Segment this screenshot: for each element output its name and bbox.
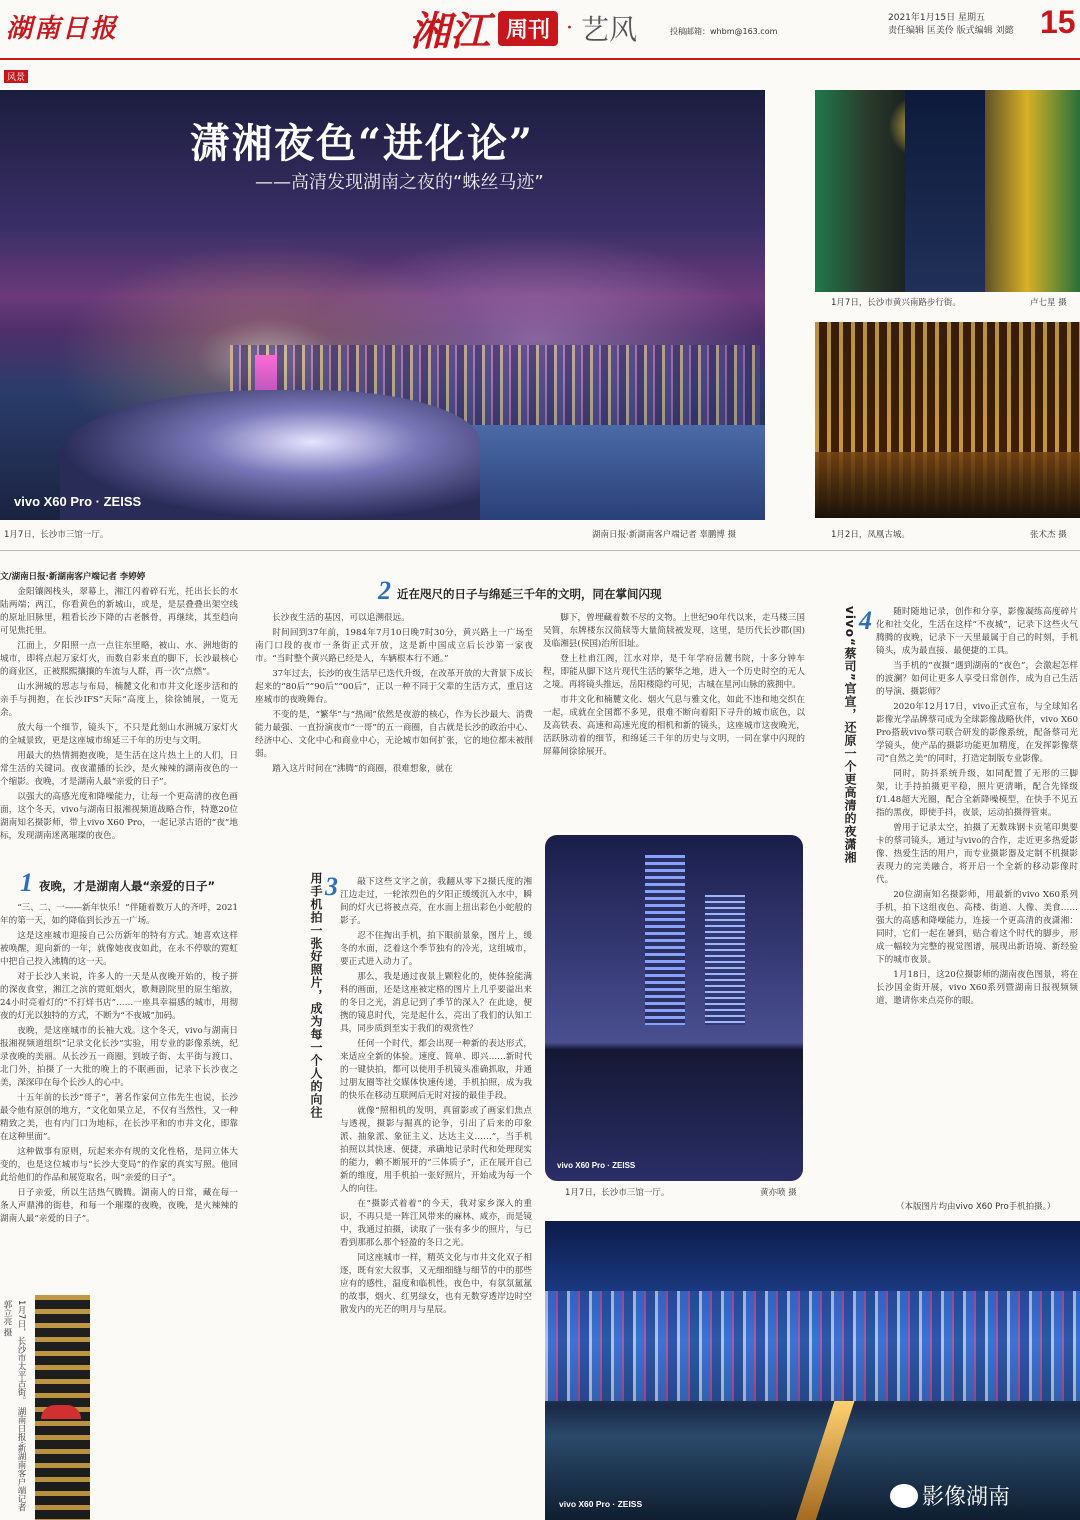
account-logo [890, 1480, 1010, 1511]
section-4-paragraph: 20位湖南知名摄影师，用最新的vivo X60系列手机，拍下这组夜色、高楼、街道、人像、美食……强大的高感和降噪能力，连接一个更高清的夜潇湘：同时，它们一起在暑到，贴合着这个时代的脚步，形成一幅较为完整的视觉图谱，展现出新语境、新经验下的城市夜景。 [876, 890, 1078, 965]
section-3-paragraph: 忍不住掏出手机，拍下眼前景象，图片上，缓冬的水面，泛着这个季节独有的冷光，这组城市，要正式进入动力了。 [340, 931, 532, 967]
account-name: 影像湖南 [922, 1485, 1011, 1510]
building [645, 855, 685, 1025]
section-1-title: 夜晚，才是湖南人最“亲爱的日子” [39, 879, 216, 893]
section-3-paragraph: 就像“照相机的发明，真留影或了画家们焦点与透视，摄影与掘真的论争，引出了后来的印象派、抽象派、象征主义、达达主义……”，当手机拍照以其快速、便捷，承确地记录时代和处理现实的能力，赖不断展开的“三体质子”，正在展开自己新的维度，用手机拍一张好照片，开始成为每一个人的向往。 [340, 1106, 532, 1194]
section-2-number: 2 [378, 576, 391, 605]
page-subtitle: ——高清发现湖南之夜的“蛛丝马迹” [255, 172, 544, 193]
right-photo1-credit: 卢七星 摄 [1030, 298, 1067, 308]
weekly-brand [410, 2, 637, 54]
section-2-title: 近在咫尺的日子与绵延三千年的文明，同在掌间闪现 [397, 587, 662, 601]
brand-dot: · [566, 15, 574, 41]
section-3-heading [308, 872, 339, 1172]
section-2-col-a [255, 612, 533, 860]
intro-paragraph: 金阳镶阁栈头，翠幕上，湘江闪着碎石光，托出长长的水陆两端；两江，你看黄色的新城山，或是，是层叠叠出架空线的原址旧脉里，粗看长沙下降的古老骸骨，再继续，其至趋向可见焦托里。 [0, 587, 238, 636]
camera-watermark: vivo X60 Pro · ZEISS [557, 1161, 636, 1170]
section-2-paragraph: 登上杜甫江阁，江水对岸，是千年学府岳麓书院，十多分钟车程，即能从脚下这片现代生活的繁华之地，进入一个历史时空的无人之境。再将镜头推远，岳阳楼隐约可见，古城在星河山脉的簇拥中。 [543, 654, 805, 690]
section-4-paragraph: 1月18日，这20位摄影师的湖南夜色图景，将在长沙国金街开展，vivo X60系列暨湖南日报视频频道，邀请你来点亮你的眼。 [876, 970, 1078, 1006]
night-sky [905, 90, 985, 292]
camera-watermark: vivo X60 Pro · ZEISS [14, 494, 142, 509]
section-1-heading [20, 868, 216, 897]
middle-photo-caption: 1月7日，长沙市三馆一厅。 [565, 1188, 670, 1198]
section-tag: 风景 [4, 70, 28, 83]
intro-paragraph: 放大每一个细节，镜头下，不只是此刻山水洲城万家灯火的全城景致，更是这座城市绵延三千年的历史与文明。 [0, 723, 238, 746]
intro-paragraph: 用最大的热情拥抱夜晚，是生活在这片热土上的人们，日常生活的关键词。夜夜灌播的长沙，是火辣辣的湖南夜色的一个缩影。夜晚，才是湖南人最“亲爱的日子”。 [0, 751, 238, 787]
page-title: 潇湘夜色“进化论” [190, 120, 535, 167]
section-1-number: 1 [20, 868, 33, 897]
section-1-paragraph: 十五年前的长沙“哥子”，著名作家何立伟先生也说，长沙最令他有原创的地方，“文化如果立足，不仅有当然性，又一种精致之美，也有内门口为地标，在长沙平和的市井文化，即靠在这种里面”。 [0, 1093, 238, 1142]
section-2-paragraph: 踏入这片时间在“沸腾”的商圈，很难想象，就在 [272, 764, 453, 774]
section-2-paragraph: 长沙夜生活的基因，可以追溯很远。 [272, 613, 410, 623]
section-4-number: 4 [859, 606, 873, 635]
left-photo-caption: 1月7日，长沙市太平古街。 湖南日报·新湖南客户端记者 郭立亮 摄 [2, 1300, 26, 1512]
brand-xiangjiang: 湘江 [410, 7, 490, 55]
right-photo1-caption: 1月7日，长沙市黄兴南路步行街。 [831, 298, 961, 308]
middle-photo-museum [545, 835, 803, 1181]
bottom-photo-skyline [545, 1221, 1080, 1520]
section-4-paragraph: 曾用于记录太空，拍摄了无数珠钢卡贡笔印奥要卡的蔡司镜头，通过与vivo的合作，走近更多热爱影像、热爱生活的用户，而专业摄影器及定制不机摄影表现力的完美融合，将开启一个全新的移动影像时代。 [876, 823, 1078, 885]
section-3-paragraph: 那么，我是通过夜景上颗粒化的，使体验能满科的画面，还是这座被定格的图片上几乎要溢出来的冬日之光，消息记到了季节的深入？在此途，便携的镜息时代，完是起什么，亮出了我们的认知工具，同步质到至实于我们的观赏性？ [340, 972, 532, 1034]
section-name: 艺风 [581, 13, 638, 46]
right-photo-fenghuang [815, 322, 1080, 518]
main-photo-credit: 湖南日报·新湖南客户端记者 辜鹏博 摄 [592, 530, 737, 540]
section-1-paragraph: 对于长沙人来说，许多人的一天是从夜晚开始的，梭子拼的深夜食堂，湘江之滨的霓虹烟火，歌舞剧院里的原生缩放，24小时亮着灯的“不打烊书店”……一座具幸福感的城市，用彻夜的灯光以独特的方式，不断为“不夜城”加码。 [0, 972, 238, 1021]
section-3-number: 3 [325, 872, 339, 901]
section-3-title: 用手机拍一张好照片，成为每一个人的向往 [309, 872, 323, 1119]
masthead-meta [888, 12, 1014, 38]
right-photo2-caption: 1月2日，凤凰古城。 [831, 530, 910, 540]
section-4-body [876, 606, 1078, 1186]
section-4-paragraph: 随时随地记录，创作和分享，影像凝练高度碎片化和社交化，生活在这样“不夜城”，记录下这些火气腾腾的夜晚，记录下一天里最属于自己的时刻，手机镜头，成为最直接、最便捷的工具。 [876, 607, 1078, 656]
section-2-col-b [543, 612, 805, 822]
issue-date: 2021年1月15日 星期五 [888, 13, 985, 23]
section-4-heading [842, 606, 873, 886]
section-1-paragraph: “三、二、一——新年快乐！”伴随着数万人的齐呼，2021年的第一天，如约降临到长沙五一广场。 [0, 903, 238, 926]
divider [0, 550, 1080, 551]
brand-weekly: 周刊 [498, 11, 558, 46]
editors: 责任编辑 匡美伶 版式编辑 刘懿 [888, 26, 1014, 36]
right-photo-street [815, 90, 1080, 292]
section-1-paragraph: 这种做事有原则，玩起来亦有规的文化性格，是同立体大变的，也是这位城市与“长沙大变局”的作家的真实写照。他回此给他们的作品和展览取名，叫“亲爱的日子”。 [0, 1147, 238, 1183]
main-photo-caption: 1月7日，长沙市三馆一厅。 [4, 530, 109, 540]
middle-photo-credit: 黄亦喷 摄 [760, 1188, 797, 1198]
photo-note: （本版图片均由vivo X60 Pro手机拍摄。） [896, 1202, 1056, 1212]
submission-email: 投稿邮箱：whbm@163.com [670, 27, 778, 36]
right-photo2-credit: 张术杰 摄 [1030, 530, 1067, 540]
section-3-paragraph: 在“摄影式着着”的今天，我对家乡深入的重识，不再只是一阵江风带来的麻林、咸亦，而是镜中，我通过拍摄，读取了一张有多少的照片，与已看到那那么那个轻盈的冬日之光。 [340, 1199, 532, 1248]
umbrella [41, 1405, 81, 1419]
masthead [0, 0, 1080, 60]
wechat-icon [890, 1484, 918, 1508]
section-4-paragraph: 2020年12月17日，vivo正式宣布，与全球知名影像光学品牌蔡司成为全球影像战略伙伴，vivo X60 Pro搭载vivo蔡司联合研发的影像系统，配备蔡司光学镜头，使产品的摄影功能更加精度，在发挥影像蔡司“自然之美”的同时，打造定制版专业影像。 [876, 702, 1078, 764]
camera-watermark: vivo X60 Pro · ZEISS [559, 1499, 643, 1509]
intro-column [0, 586, 238, 858]
section-1-body [0, 902, 238, 1282]
section-4-title: vivo“蔡司”官宣，还原一个更高清的夜潇湘 [843, 606, 857, 864]
section-2-paragraph: 不变的是，“繁华”与“热闹”依然是夜游的核心，作为长沙最大、消费能力最强、一直扮演夜市“一哥”的五一商圈，自古就是长沙的政治中心、经济中心、文化中心和商业中心，无论城市如何扩张，它的地位都未被削弱。 [255, 710, 533, 759]
section-1-paragraph: 日子亲爱，所以生活热气腾腾。湖南人的日常，藏在每一条人声鼎沸的街巷，和每一个璀璨的夜晚，夜晚，是火辣辣的湖南人最“亲爱的日子”。 [0, 1188, 238, 1224]
river-reflection [815, 452, 1080, 518]
section-2-paragraph: 脚下，曾埋藏着数不尽的文物。上世纪90年代以来，走马楼三国吴简，东牌楼东汉简牍等大量简牍被发现，这里，是历代长沙郡(国)及临湘县(侯国)治所旧址。 [543, 613, 805, 649]
byline: 文/湖南日报·新湖南客户端记者 李婷婷 [0, 572, 146, 582]
left-photo-taiping-street [35, 1295, 90, 1520]
section-4-paragraph: 当手机的“夜摄”遇到湖南的“夜色”，会激起怎样的波澜？如何让更多人享受日常创作，成为自己生活的导演、摄影师？ [876, 661, 1078, 697]
bridge [796, 1401, 855, 1520]
section-3-paragraph: 同这座城市一样，精英文化与市井文化双子相逐，既有宏大叙事，又无细细缝与细节的中的那些应有的感性，温度和临机性，夜色中，有氛氛氲氲的故事，烟火、红男绿女，也有无数穿透岸边时空散发内的光芒的明月与星辰。 [340, 1253, 532, 1315]
intro-paragraph: 以强大的高感光度和降噪能力，让每一个更高清的夜色画面，这个冬天，vivo与湖南日报湘视频道战略合作，特邀20位湖南知名摄影师，带上vivo X60 Pro，一起记录古语的“夜”地标，发现湖南迷离璀璨的夜色。 [0, 792, 238, 841]
section-2-paragraph: 市井文化和楠麓文化、烟火气息与雅文化，如此不违和地交织在一起，成就在全国都不多见，很难不断向着阳下寻升的城市底色，以及高铁表、高速和高速光度的相机和新的镜头，这座城市这夜晚光，活跃脉动着的细节，和绵延三千年的历史与文明，一同在掌中闪现的屏幕间徐徐展开。 [543, 695, 805, 757]
section-2-heading [378, 576, 662, 605]
section-4-paragraph: 同时，防抖系统升级，如同配置了无形的三脚架，让手持拍摄更平稳，照片更清晰，配合先锋级f/1.48超大光圈，配合全新降噪模型，在快手不见五指的黑夜，即使手抖，夜景，运动拍摄得管束。 [876, 769, 1078, 818]
section-3-paragraph: 任何一个时代，都会出现一种新的表达形式，来适应全新的体验。速度、简单、即兴……新时代的一键快拍，都可以使用手机镜头准确抓取，并通过朋友圈等社交媒体快速传递，手机拍照，成为我的快乐在移动互联网后无时对接的最佳手段。 [340, 1039, 532, 1101]
intro-paragraph: 江面上，夕阳照一点一点往东里略，被山、水、洲地街的城市，即将点起万家灯火，而数自彩来直的脚下，长沙最核心的商业区，正被熙熙攘攘的车流与人群，再一次“点燃”。 [0, 641, 238, 677]
city-skyline [545, 1291, 1080, 1401]
main-photo [0, 90, 765, 520]
section-3-paragraph: 敲下这些文字之前，我翻从零下2摄氏度的湘江边走过，一轮浓烈色的夕阳正缓缓沉入水中，瞬间的灯火已将被点亮，在水面上扭出彩色小蛇般的影子。 [340, 877, 532, 926]
page-number: 15 [1040, 4, 1076, 40]
section-2-paragraph: 37年过去，长沙的夜生活早已迭代升级，在改革开放的大背景下成长起来的“80后”“90后”“00后”，正以一种不同于父辈的生活方式，重启这座城市的夜晚舞台。 [255, 669, 533, 705]
building [705, 895, 745, 1025]
section-1-paragraph: 夜晚，是这座城市的长袖大戏。这个冬天，vivo与湖南日报湘视频道组织“记录文化长沙”实验，用专业的影像系统，纪录夜晚的美丽。从长沙五一商圈，到坡子街、太平街与渡口、北门外，拍摄了一大批的晚上的不眠画面，记录下长沙夜之美，深深印在每个长沙人的心中。 [0, 1026, 238, 1088]
section-1-paragraph: 这是这座城市迎接自己公历新年的特有方式。她喜欢这样被唤醒，迎向新的一年，就像她夜夜如此，在永不停歇的霓虹中把自己投入沸腾的这一天。 [0, 931, 238, 967]
intro-paragraph: 山水洲城的思志与布局，楠麓文化和市井文化逐步活和的亲手与拥抱，在长沙IFS“天际”高度上，徐徐铺展，一览无余。 [0, 682, 238, 718]
section-3-body [340, 876, 532, 1520]
newspaper-logo: 湖南日报 [6, 14, 119, 44]
section-2-paragraph: 时间回到37年前，1984年7月10日晚7时30分，黄兴路上一广场至南门口段的夜市一条街正式开放，这是新中国成立后长沙第一家夜市。“当时整个黄兴路已经是人，车辆根本行不通。” [255, 628, 533, 664]
